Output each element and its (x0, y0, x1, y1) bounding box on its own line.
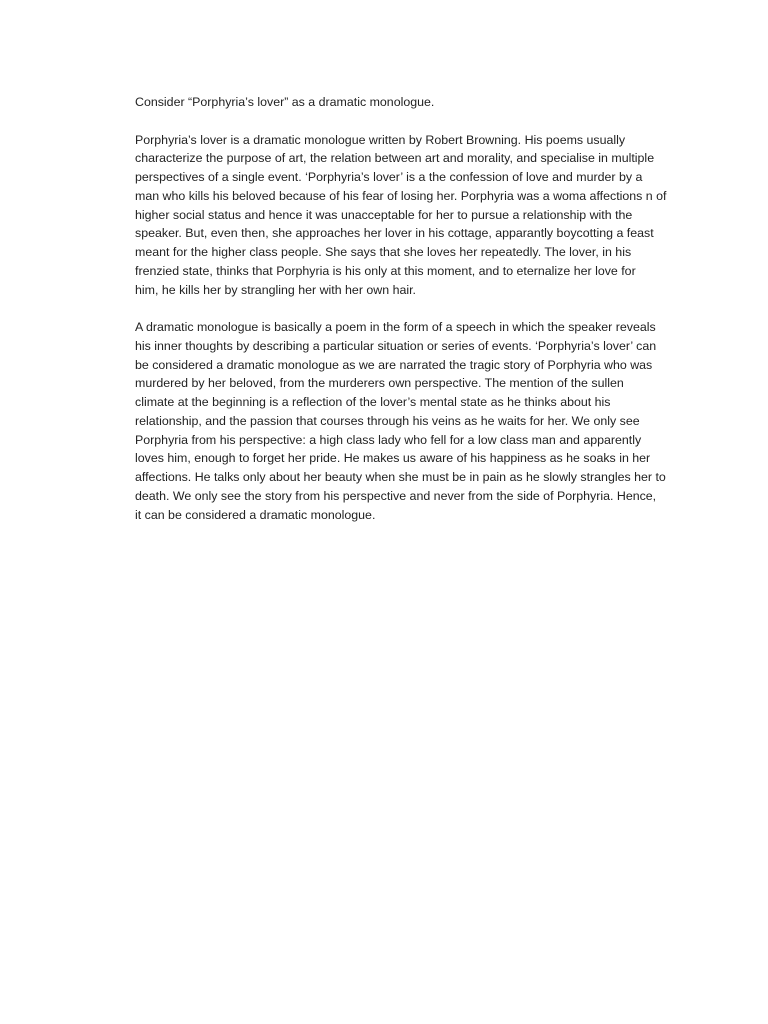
paragraph-2-line: murdered by her beloved, from the murderers own perspective. The mention of the sullen (135, 376, 624, 391)
paragraph-2-line: death. We only see the story from his perspective and never from the side of Porphyria. Hence, (135, 488, 657, 503)
paragraph-2-line: Porphyria from his perspective: a high class lady who fell for a low class man and apparently (135, 432, 642, 447)
paragraph-1 (135, 131, 680, 300)
paragraph-2-line: his inner thoughts by describing a particular situation or series of events. ‘Porphyria’s lover’ can (135, 338, 657, 353)
title-text: Consider “Porphyria’s lover” as a dramatic monologue. (135, 95, 435, 109)
paragraph-1-line: higher social status and hence it was unacceptable for her to pursue a relationship with the (135, 207, 633, 222)
paragraph-2 (135, 318, 680, 524)
paragraph-2-line: loves him, enough to forget her pride. He makes us aware of his happiness as he soaks in her (135, 451, 651, 466)
paragraph-1-line: man who kills his beloved because of his fear of losing her. Porphyria was a woma affections n of (135, 188, 667, 203)
paragraph-1-line: frenzied state, thinks that Porphyria is his only at this moment, and to eternalize her love for (135, 263, 636, 278)
paragraph-2-line: climate at the beginning is a reflection of the lover’s mental state as he thinks about his (135, 395, 611, 409)
paragraph-2-line: relationship, and the passion that courses through his veins as he waits for her. We only see (135, 413, 640, 428)
paragraph-2-line: A dramatic monologue is basically a poem in the form of a speech in which the speaker reveals (135, 320, 656, 334)
document-body (135, 93, 680, 543)
paragraph-1-line: him, he kills her by strangling her with her own hair. (135, 282, 416, 297)
paragraph-2-line: affections. He talks only about her beauty when she must be in pain as he slowly strangles her to (135, 470, 666, 484)
paragraph-1-line: meant for the higher class people. She says that she loves her repeatedly. The lover, in his (135, 245, 632, 259)
paragraph-1-line: speaker. But, even then, she approaches her lover in his cottage, apparantly boycotting a feast (135, 226, 654, 241)
paragraph-2-line: be considered a dramatic monologue as we are narrated the tragic story of Porphyria who was (135, 357, 653, 372)
paragraph-2-line: it can be considered a dramatic monologue. (135, 507, 376, 522)
document-title (135, 93, 680, 112)
paragraph-1-line: Porphyria’s lover is a dramatic monologue written by Robert Browning. His poems usually (135, 132, 626, 147)
paragraph-1-line: perspectives of a single event. ‘Porphyria’s lover’ is a the confession of love and murder by a (135, 170, 643, 184)
paragraph-1-line: characterize the purpose of art, the relation between art and morality, and specialise in multiple (135, 151, 655, 166)
